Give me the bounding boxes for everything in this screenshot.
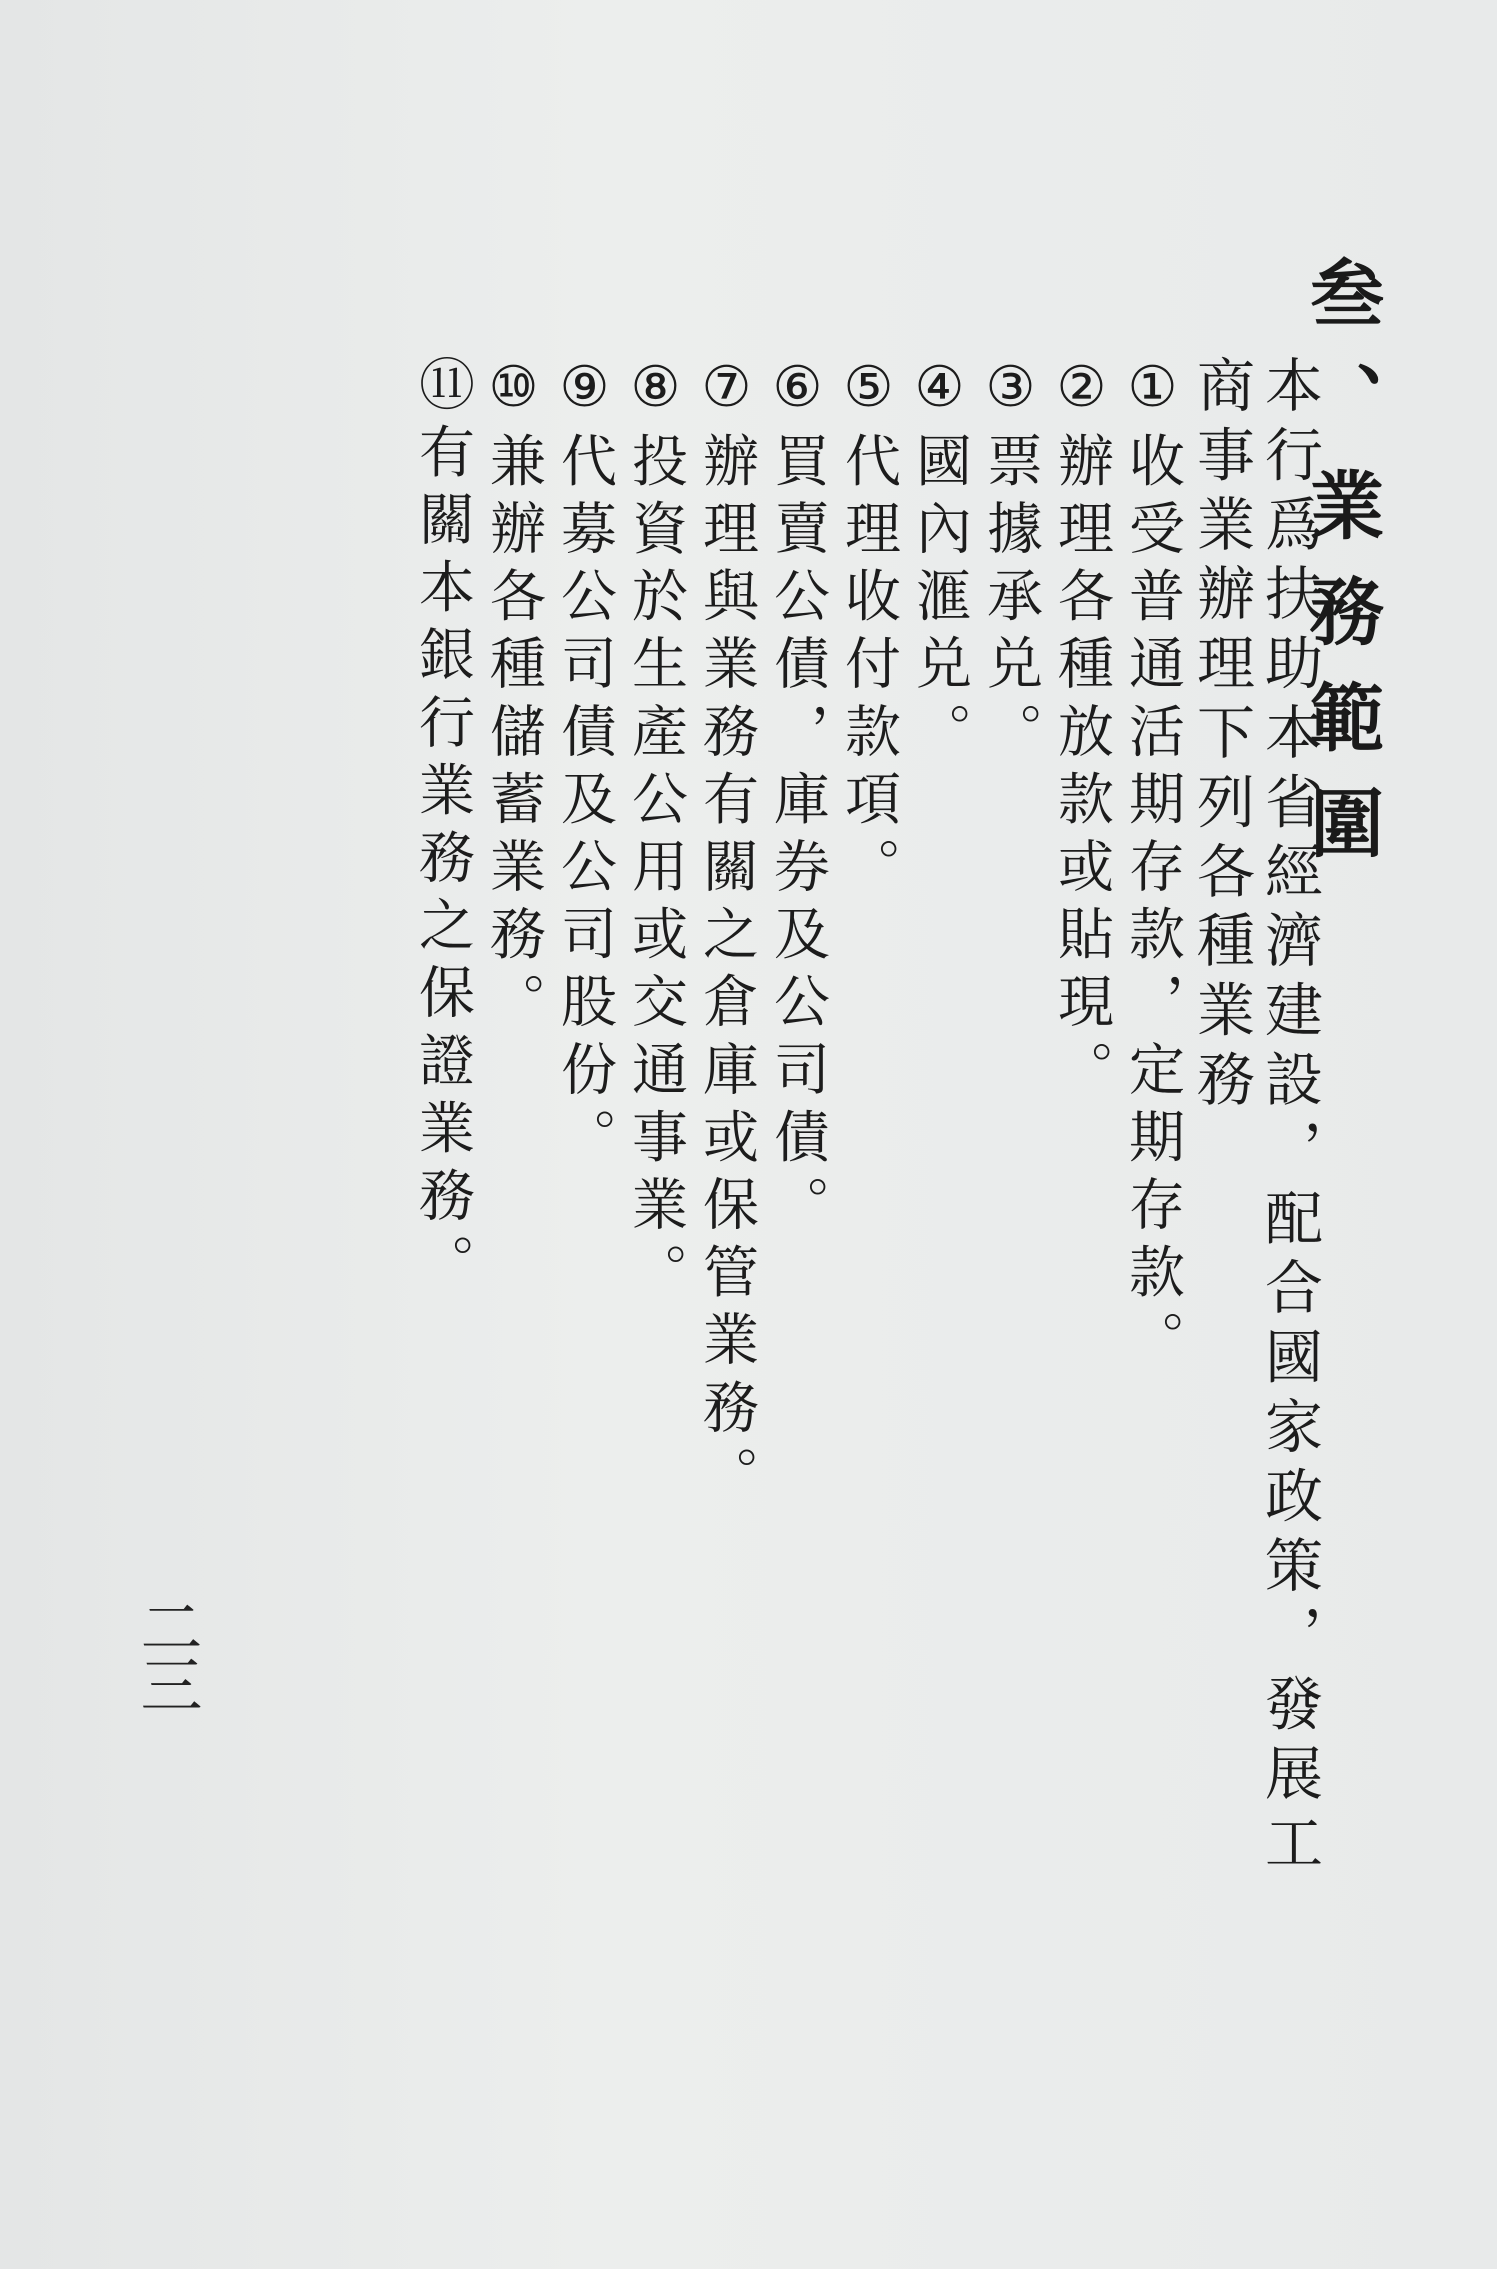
item-number: ① [1120, 355, 1185, 432]
item-number: ⑨ [552, 355, 617, 432]
item-text: 有關本銀行業務之保證業務。 [410, 422, 475, 1302]
item-number: ⑧ [623, 355, 688, 432]
item-number: ⑤ [836, 355, 901, 432]
item-text: 辦理各種放款或貼現。 [1049, 431, 1114, 1108]
item-text: 投資於生產公用或交通事業。 [623, 431, 688, 1311]
section-title: 叁、業務範圍 [1298, 255, 1384, 891]
item-text: 國內滙兑。 [907, 431, 972, 770]
item-number: ⑩ [481, 355, 546, 432]
item-number: ⑥ [765, 355, 830, 432]
item-number: ② [1049, 355, 1114, 432]
list-item-3 [970, 355, 1050, 770]
item-number: ③ [978, 355, 1043, 432]
item-number: ⑦ [694, 355, 759, 432]
item-text: 收受普通活期存款，定期存款。 [1120, 431, 1185, 1379]
list-item-9 [544, 355, 624, 1175]
item-text: 兼辦各種儲蓄業務。 [481, 431, 546, 1041]
list-item-11 [402, 355, 482, 1301]
page-number: 二三 [130, 1595, 203, 1711]
item-text: 辦理與業務有關之倉庫或保管業務。 [694, 431, 759, 1514]
list-item-1 [1112, 355, 1192, 1378]
item-text: 代募公司債及公司股份。 [552, 431, 617, 1176]
item-text: 票據承兑。 [978, 431, 1043, 770]
item-text: 代理收付款項。 [836, 431, 901, 905]
list-item-6 [757, 355, 837, 1243]
list-item-8 [615, 355, 695, 1310]
item-number: ⑪ [410, 355, 475, 423]
list-item-2 [1041, 355, 1121, 1108]
item-number: ④ [907, 355, 972, 432]
intro-paragraph: 本行爲扶助本省經濟建設，配合國家政策，發展工商事業辦理下列各種業務 [1187, 355, 1323, 1882]
list-item-5 [828, 355, 908, 905]
list-item-4 [899, 355, 979, 770]
list-item-10 [473, 355, 553, 1040]
list-item-7 [686, 355, 766, 1513]
item-text: 買賣公債，庫券及公司債。 [765, 431, 830, 1243]
